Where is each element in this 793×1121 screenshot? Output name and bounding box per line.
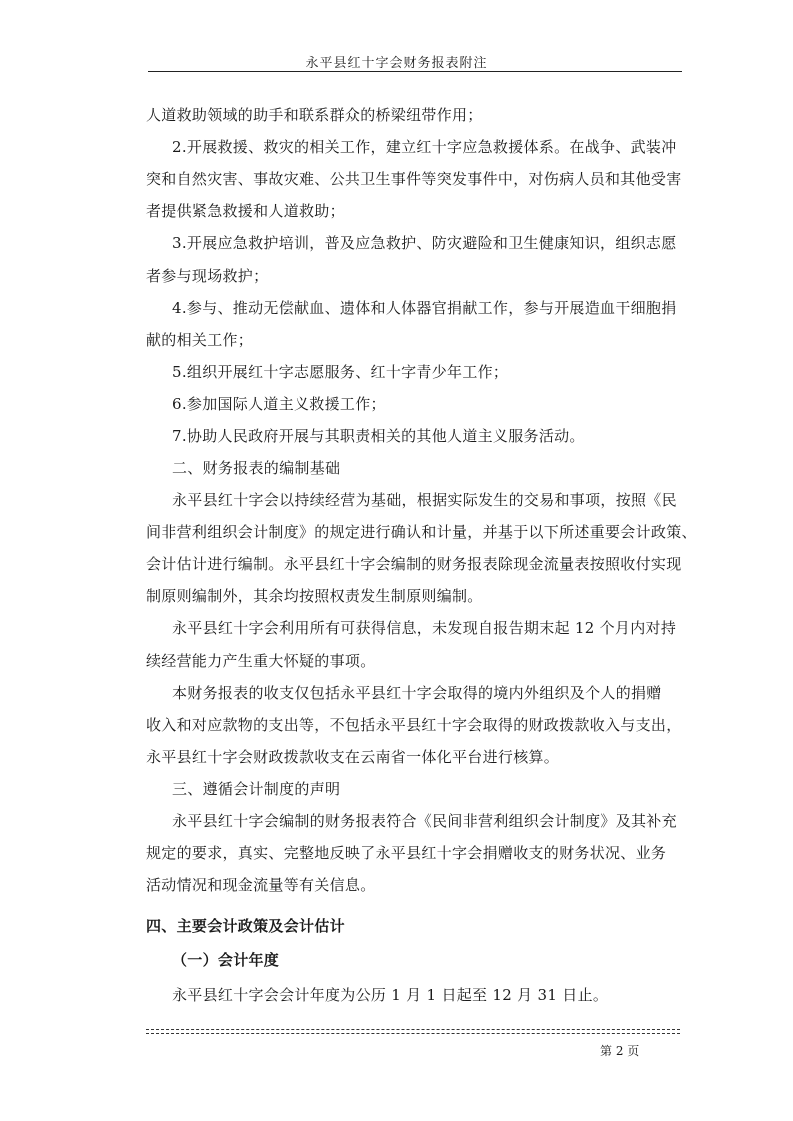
header-divider xyxy=(148,71,682,72)
footer-divider xyxy=(146,1029,680,1030)
text-line: 本财务报表的收支仅包括永平县红十字会取得的境内外组织及个人的捐赠 xyxy=(172,684,662,702)
text-line: 制原则编制外，其余均按照权责发生制原则编制。 xyxy=(146,587,483,605)
section-heading: 二、财务报表的编制基础 xyxy=(172,459,341,477)
footer-divider xyxy=(146,1033,680,1034)
text-line: 3.开展应急救护培训，普及应急救护、防灾避险和卫生健康知识，组织志愿 xyxy=(172,234,677,252)
text-line: 永平县红十字会利用所有可获得信息，未发现自报告期末起 12 个月内对持 xyxy=(172,619,677,637)
text-line: 者参与现场救护； xyxy=(146,267,269,285)
page-header-title: 永平县红十字会财务报表附注 xyxy=(305,56,488,71)
text-line: 4.参与、推动无偿献血、遗体和人体器官捐献工作，参与开展造血干细胞捐 xyxy=(172,299,677,317)
page-number: 第 2 页 xyxy=(600,1044,640,1058)
text-line: 会计估计进行编制。永平县红十字会编制的财务报表除现金流量表按照收付实现 xyxy=(146,555,682,573)
text-line: 永平县红十字会以持续经营为基础，根据实际发生的交易和事项，按照《民 xyxy=(172,491,677,509)
text-line: 永平县红十字会财政拨款收支在云南省一体化平台进行核算。 xyxy=(146,748,560,766)
text-line: 突和自然灾害、事故灾难、公共卫生事件等突发事件中，对伤病人员和其他受害 xyxy=(146,170,682,188)
text-line: 2.开展救援、救灾的相关工作，建立红十字应急救援体系。在战争、武装冲 xyxy=(172,138,677,156)
section-heading: 三、遵循会计制度的声明 xyxy=(172,780,341,798)
text-line: 6.参加国际人道主义救援工作； xyxy=(172,395,386,413)
text-line: 续经营能力产生重大怀疑的事项。 xyxy=(146,652,376,670)
text-line: 5.组织开展红十字志愿服务、红十字青少年工作； xyxy=(172,363,509,381)
text-line: 活动情况和现金流量等有关信息。 xyxy=(146,876,376,894)
text-line: 收入和对应款物的支出等，不包括永平县红十字会取得的财政拨款收入与支出， xyxy=(146,716,682,734)
text-line: 人道救助领域的助手和联系群众的桥梁纽带作用； xyxy=(146,106,483,124)
section-heading: 四、主要会计政策及会计估计 xyxy=(146,917,345,935)
text-line: 规定的要求，真实、完整地反映了永平县红十字会捐赠收支的财务状况、业务 xyxy=(146,844,667,862)
text-line: 永平县红十字会会计年度为公历 1 月 1 日起至 12 月 31 日止。 xyxy=(172,986,609,1004)
text-line: 7.协助人民政府开展与其职责相关的其他人道主义服务活动。 xyxy=(172,427,585,445)
subsection-heading: （一）会计年度 xyxy=(172,951,280,969)
text-line: 永平县红十字会编制的财务报表符合《民间非营利组织会计制度》及其补充 xyxy=(172,812,677,830)
text-line: 间非营利组织会计制度》的规定进行确认和计量，并基于以下所述重要会计政策、 xyxy=(146,523,697,541)
text-line: 献的相关工作； xyxy=(146,331,254,349)
text-line: 者提供紧急救援和人道救助； xyxy=(146,202,345,220)
